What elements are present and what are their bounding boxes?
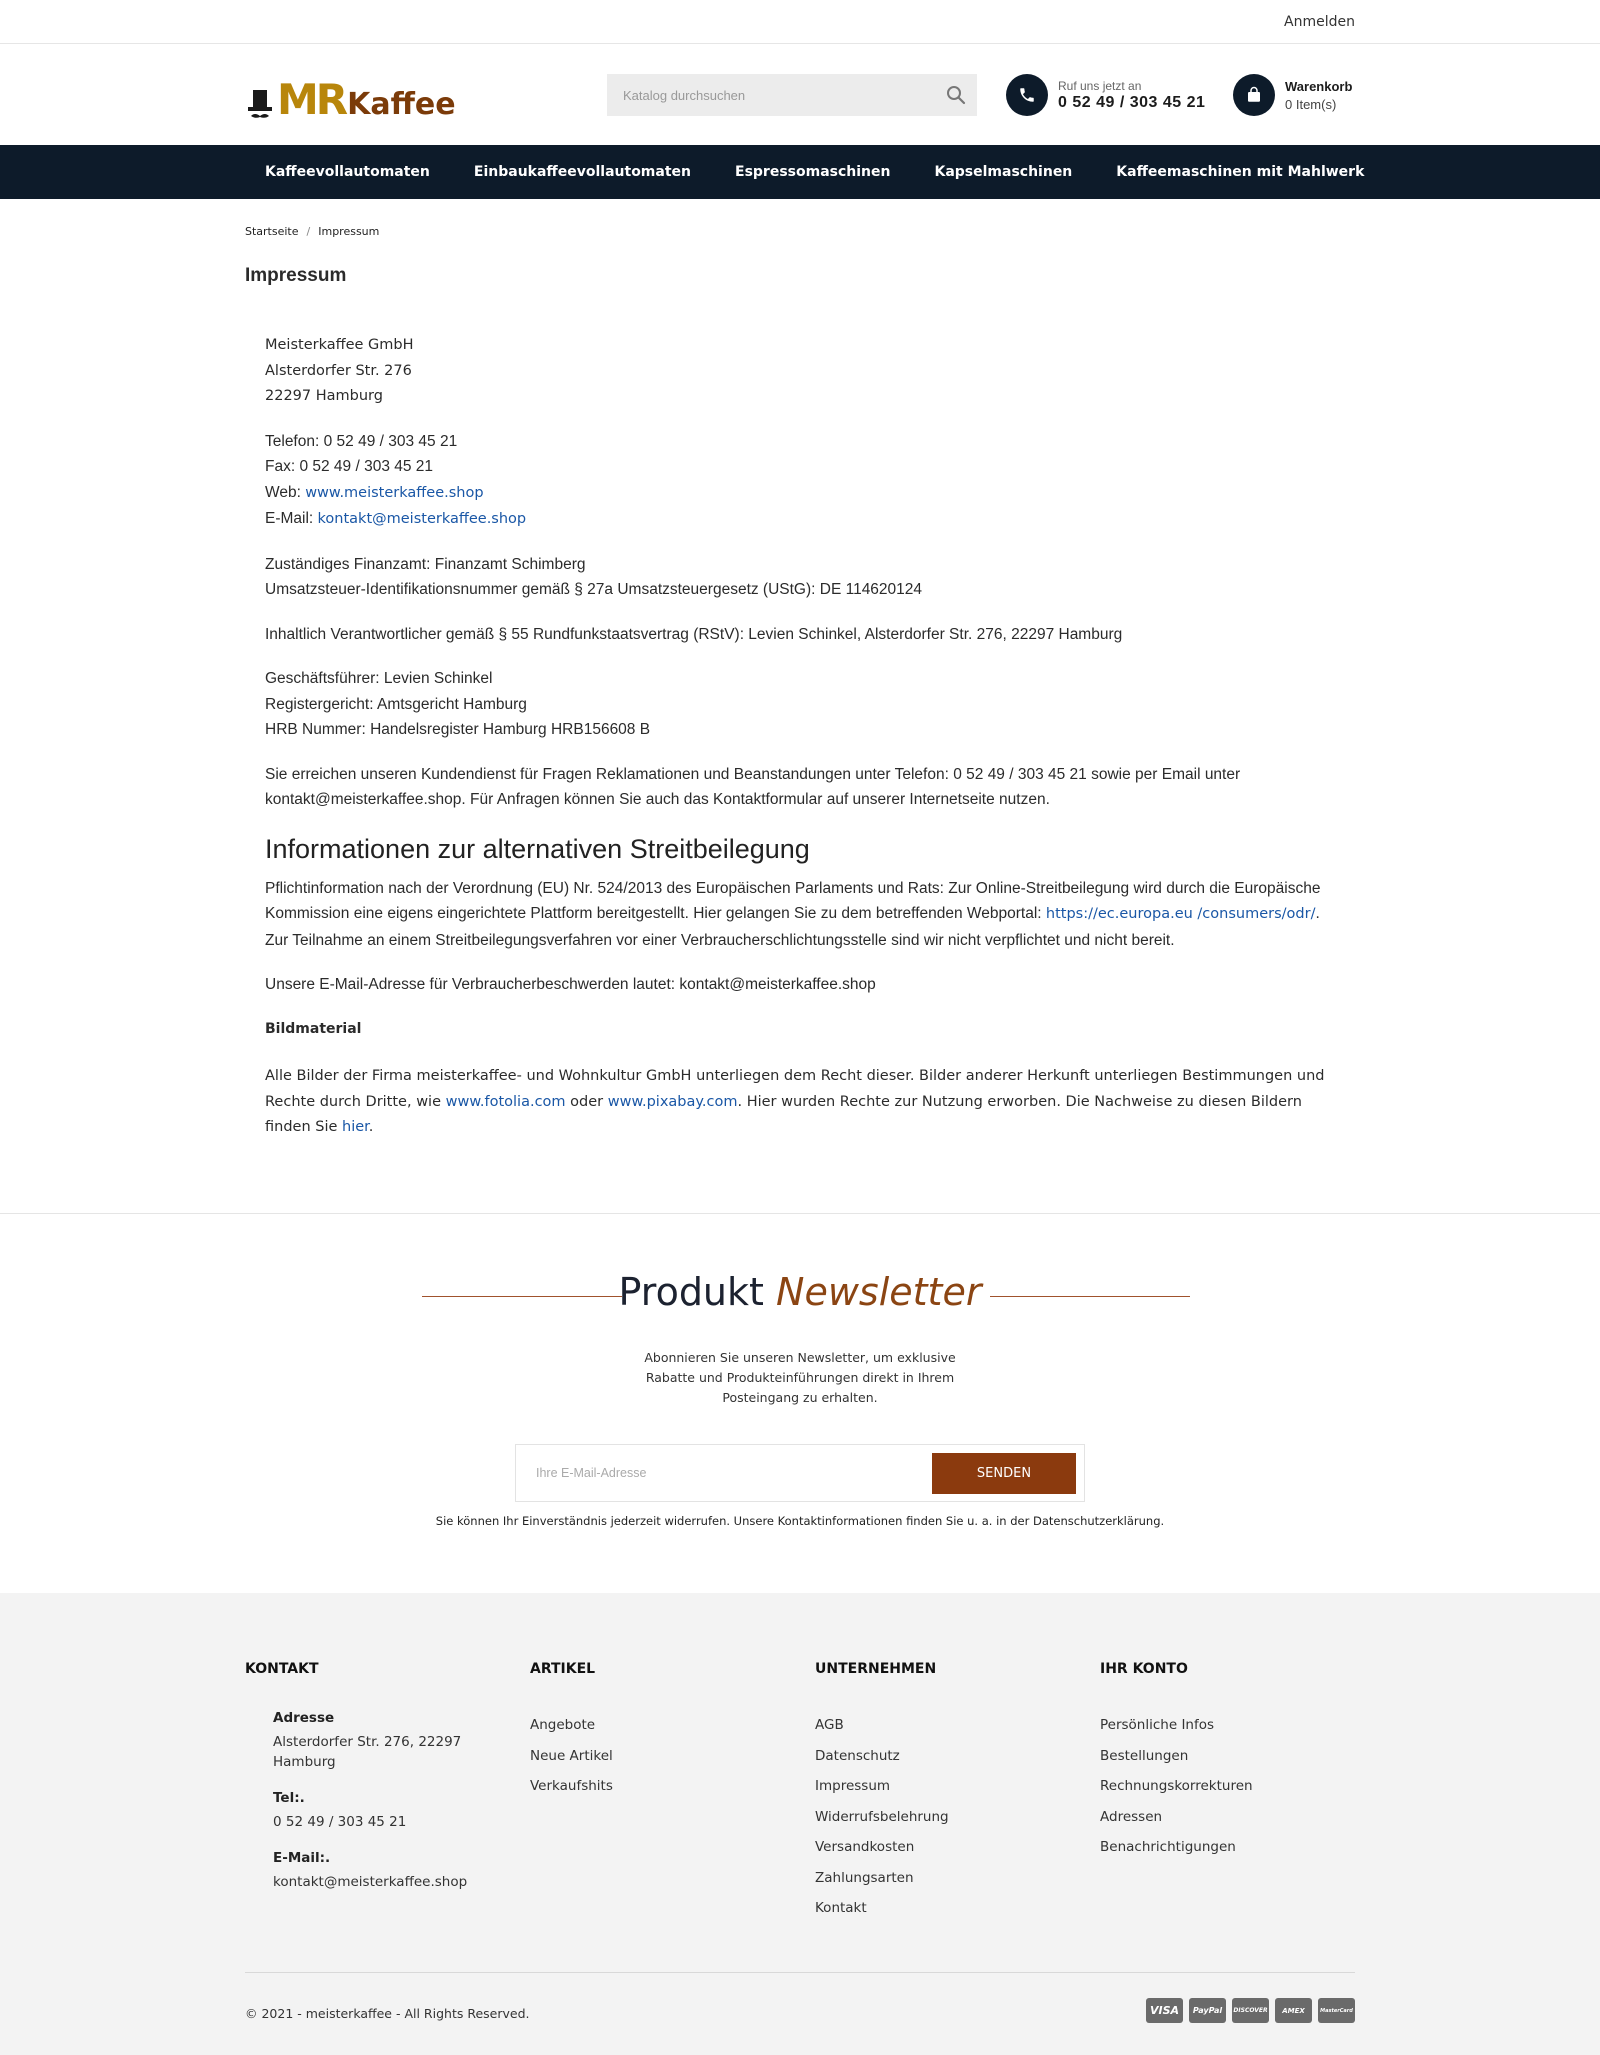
footer-divider <box>245 1972 1355 1973</box>
footer-kontakt-title: KONTAKT <box>245 1661 319 1677</box>
bild-text-3: . Hier wurden Rechte zur Nutzung erworben. Die Nachweise zu diesen Bildern finden Sie <box>265 1093 1302 1135</box>
cart-title: Warenkorb <box>1285 78 1353 94</box>
odr-link[interactable]: https://ec.europa.eu /consumers/odr/ <box>1045 906 1316 922</box>
footer-link-angebote[interactable]: Angebote <box>530 1717 596 1733</box>
nav-item-espressomaschinen[interactable]: Espressomaschinen <box>735 164 891 180</box>
email-label: E-Mail: <box>265 510 318 527</box>
bildmaterial-paragraph <box>265 1064 1345 1141</box>
beschwerde-text: Unsere E-Mail-Adresse für Verbraucherbeschwerden lautet: kontakt@meisterkaffee.shop <box>265 976 876 993</box>
footer-col-artikel <box>530 1661 613 1802</box>
payment-methods <box>1146 1998 1355 2023</box>
contact-block <box>265 429 1345 533</box>
footer-link-impressum[interactable]: Impressum <box>815 1778 891 1794</box>
streit-heading: Informationen zur alternativen Streitbeilegung <box>265 833 810 864</box>
bildmaterial-heading: Bildmaterial <box>265 1020 362 1037</box>
footer-unternehmen-title: UNTERNEHMEN <box>815 1661 937 1677</box>
footer-link-benachrichtigungen[interactable]: Benachrichtigungen <box>1100 1839 1236 1855</box>
bild-text-2: oder <box>565 1093 608 1110</box>
streit-text-2: . Zur Teilnahme an einem Streitbeilegungsverfahren vor einer Verbraucherschlichtungsstelle sind wir nicht verpflichtet und nicht bereit. <box>265 905 1320 949</box>
main-navigation <box>0 145 1600 199</box>
page-title: Impressum <box>245 265 347 286</box>
web-link[interactable]: www.meisterkaffee.shop <box>305 484 484 501</box>
ustid-text: Umsatzsteuer-Identifikationsnummer gemäß § 27a Umsatzsteuergesetz (UStG): DE 114620124 <box>265 581 923 598</box>
footer-link-rechnungskorrekturen[interactable]: Rechnungskorrekturen <box>1100 1778 1253 1794</box>
login-link[interactable]: Anmelden <box>1284 14 1355 30</box>
phone-text: Telefon: 0 52 49 / 303 45 21 <box>265 432 458 450</box>
streit-paragraph <box>265 876 1345 954</box>
newsletter-title <box>0 1270 1600 1314</box>
company-street: Alsterdorfer Str. 276 <box>265 362 412 379</box>
geschaeftsfuehrer-text: Geschäftsführer: Levien Schinkel <box>265 670 493 687</box>
bild-text-1: Alle Bilder der Firma meisterkaffee- und Wohnkultur GmbH unterliegen dem Recht dieser. Bilder anderer Herkunft unterliegen Bestimmungen und Rechte durch Dritte, wie <box>265 1068 1325 1110</box>
footer-link-persoenliche-infos[interactable]: Persönliche Infos <box>1100 1717 1215 1733</box>
breadcrumb-separator: / <box>306 225 311 238</box>
paypal-icon: PayPal <box>1189 1998 1226 2023</box>
finanzamt-text: Zuständiges Finanzamt: Finanzamt Schimberg <box>265 555 586 573</box>
nav-item-kaffeevollautomaten[interactable]: Kaffeevollautomaten <box>265 164 430 180</box>
search-icon[interactable] <box>943 82 969 108</box>
tax-block <box>265 552 1345 603</box>
bild-text-4: . <box>368 1119 374 1135</box>
hotline <box>1006 74 1205 116</box>
nav-item-kapselmaschinen[interactable]: Kapselmaschinen <box>934 164 1073 180</box>
footer-col-unternehmen <box>815 1661 949 1924</box>
cart-button[interactable] <box>1233 74 1352 116</box>
search-box <box>607 74 977 116</box>
kundendienst-text: Sie erreichen unseren Kundendienst für Fragen Reklamationen und Beanstandungen unter Telefon: 0 52 49 / 303 45 21 sowie per Email unter kontakt@meisterkaffee.shop. Für Anfragen können Sie auch das Kontaktformular auf unserer Internetseite nutzen. <box>265 765 1241 808</box>
pixabay-link[interactable]: www.pixabay.com <box>607 1093 738 1110</box>
hrb-text: HRB Nummer: Handelsregister Hamburg HRB156608 B <box>265 721 651 738</box>
newsletter-title-b: Newsletter <box>776 1270 982 1314</box>
section-divider <box>0 1213 1600 1214</box>
footer-col-kontakt <box>245 1661 505 1910</box>
top-hat-icon <box>245 86 275 122</box>
impressum-content <box>265 333 1345 1160</box>
visa-icon: VISA <box>1146 1998 1183 2023</box>
newsletter-note: Sie können Ihr Einverständnis jederzeit widerrufen. Unsere Kontaktinformationen finden Sie u. a. in der Datenschutzerklärung. <box>435 1514 1165 1528</box>
hotline-number[interactable]: 0 52 49 / 303 45 21 <box>1058 93 1206 111</box>
footer-link-adressen[interactable]: Adressen <box>1100 1808 1163 1825</box>
footer-address-value: Alsterdorfer Str. 276, 22297 Hamburg <box>273 1734 462 1770</box>
discover-icon: DISCOVER <box>1232 1998 1269 2023</box>
footer-tel-label: Tel:. <box>273 1790 305 1806</box>
newsletter-description: Abonnieren Sie unseren Newsletter, um exklusive Rabatte und Produkteinführungen direkt in Ihrem Posteingang zu erhalten. <box>644 1350 956 1405</box>
footer-link-bestellungen[interactable]: Bestellungen <box>1100 1747 1189 1764</box>
mastercard-icon: MasterCard <box>1318 1998 1355 2023</box>
header <box>0 44 1600 144</box>
footer-tel-value[interactable]: 0 52 49 / 303 45 21 <box>273 1814 407 1830</box>
logo-mr: MR <box>277 75 346 124</box>
cart-count: 0 Item(s) <box>1285 96 1337 112</box>
phone-icon <box>1006 74 1048 116</box>
newsletter-send-button[interactable]: SENDEN <box>932 1453 1076 1494</box>
fax-text: Fax: 0 52 49 / 303 45 21 <box>265 458 434 475</box>
hotline-label: Ruf uns jetzt an <box>1058 78 1142 93</box>
footer-address-label: Adresse <box>273 1710 335 1726</box>
register-block <box>265 666 1345 743</box>
top-bar <box>0 0 1600 44</box>
company-name: Meisterkaffee GmbH <box>265 337 414 353</box>
registergericht-text: Registergericht: Amtsgericht Hamburg <box>265 695 527 713</box>
nav-item-kaffeemaschinen-mit-mahlwerk[interactable]: Kaffeemaschinen mit Mahlwerk <box>1116 164 1365 180</box>
address-block <box>265 333 1345 410</box>
newsletter-email-input[interactable] <box>516 1445 916 1501</box>
footer-link-zahlungsarten[interactable]: Zahlungsarten <box>815 1869 914 1886</box>
footer-col-konto <box>1100 1661 1253 1863</box>
copyright-text: © 2021 - meisterkaffee - All Rights Reserved. <box>245 2006 530 2021</box>
email-link[interactable]: kontakt@meisterkaffee.shop <box>317 511 527 527</box>
shopping-bag-icon <box>1233 74 1275 116</box>
breadcrumb-current: Impressum <box>318 225 380 238</box>
search-input[interactable] <box>607 74 977 116</box>
newsletter-form <box>515 1444 1085 1502</box>
breadcrumb-home[interactable]: Startseite <box>245 225 299 238</box>
footer-email-value[interactable]: kontakt@meisterkaffee.shop <box>273 1874 468 1890</box>
footer-artikel-title: ARTIKEL <box>530 1661 596 1677</box>
footer-link-verkaufshits[interactable]: Verkaufshits <box>530 1778 613 1794</box>
footer-link-agb[interactable]: AGB <box>815 1717 844 1733</box>
footer-email-label: E-Mail:. <box>273 1850 331 1866</box>
streit-text-1: Pflichtinformation nach der Verordnung (EU) Nr. 524/2013 des Europäischen Parlaments und Rats: Zur Online-Streitbeilegung wird durch die Europäische Kommission eine eigens eingerichtete Plattform bereitgestellt. Hier gelangen Sie zu dem betreffenden Webportal: <box>265 879 1321 922</box>
footer-konto-title: IHR KONTO <box>1100 1661 1188 1677</box>
nav-item-einbaukaffeevollautomaten[interactable]: Einbaukaffeevollautomaten <box>473 164 691 180</box>
logo-kaffee: Kaffee <box>347 87 456 122</box>
breadcrumb <box>245 225 379 238</box>
newsletter-title-a: Produkt <box>618 1270 764 1314</box>
footer-link-datenschutz[interactable]: Datenschutz <box>815 1747 900 1764</box>
hier-link[interactable]: hier <box>342 1119 369 1135</box>
company-city: 22297 Hamburg <box>265 388 383 404</box>
footer-link-neue-artikel[interactable]: Neue Artikel <box>530 1747 613 1764</box>
amex-icon: AMEX <box>1275 1998 1312 2023</box>
footer-link-versandkosten[interactable]: Versandkosten <box>815 1839 915 1855</box>
footer-link-widerrufsbelehrung[interactable]: Widerrufsbelehrung <box>815 1808 949 1825</box>
site-logo[interactable] <box>245 72 456 122</box>
verantwortlich-text: Inhaltlich Verantwortlicher gemäß § 55 Rundfunkstaatsvertrag (RStV): Levien Schinkel, Alsterdorfer Str. 276, 22297 Hamburg <box>265 625 1123 643</box>
fotolia-link[interactable]: www.fotolia.com <box>445 1093 566 1110</box>
web-label: Web: <box>265 483 306 501</box>
footer <box>0 1593 1600 2055</box>
footer-link-kontakt[interactable]: Kontakt <box>815 1900 867 1916</box>
